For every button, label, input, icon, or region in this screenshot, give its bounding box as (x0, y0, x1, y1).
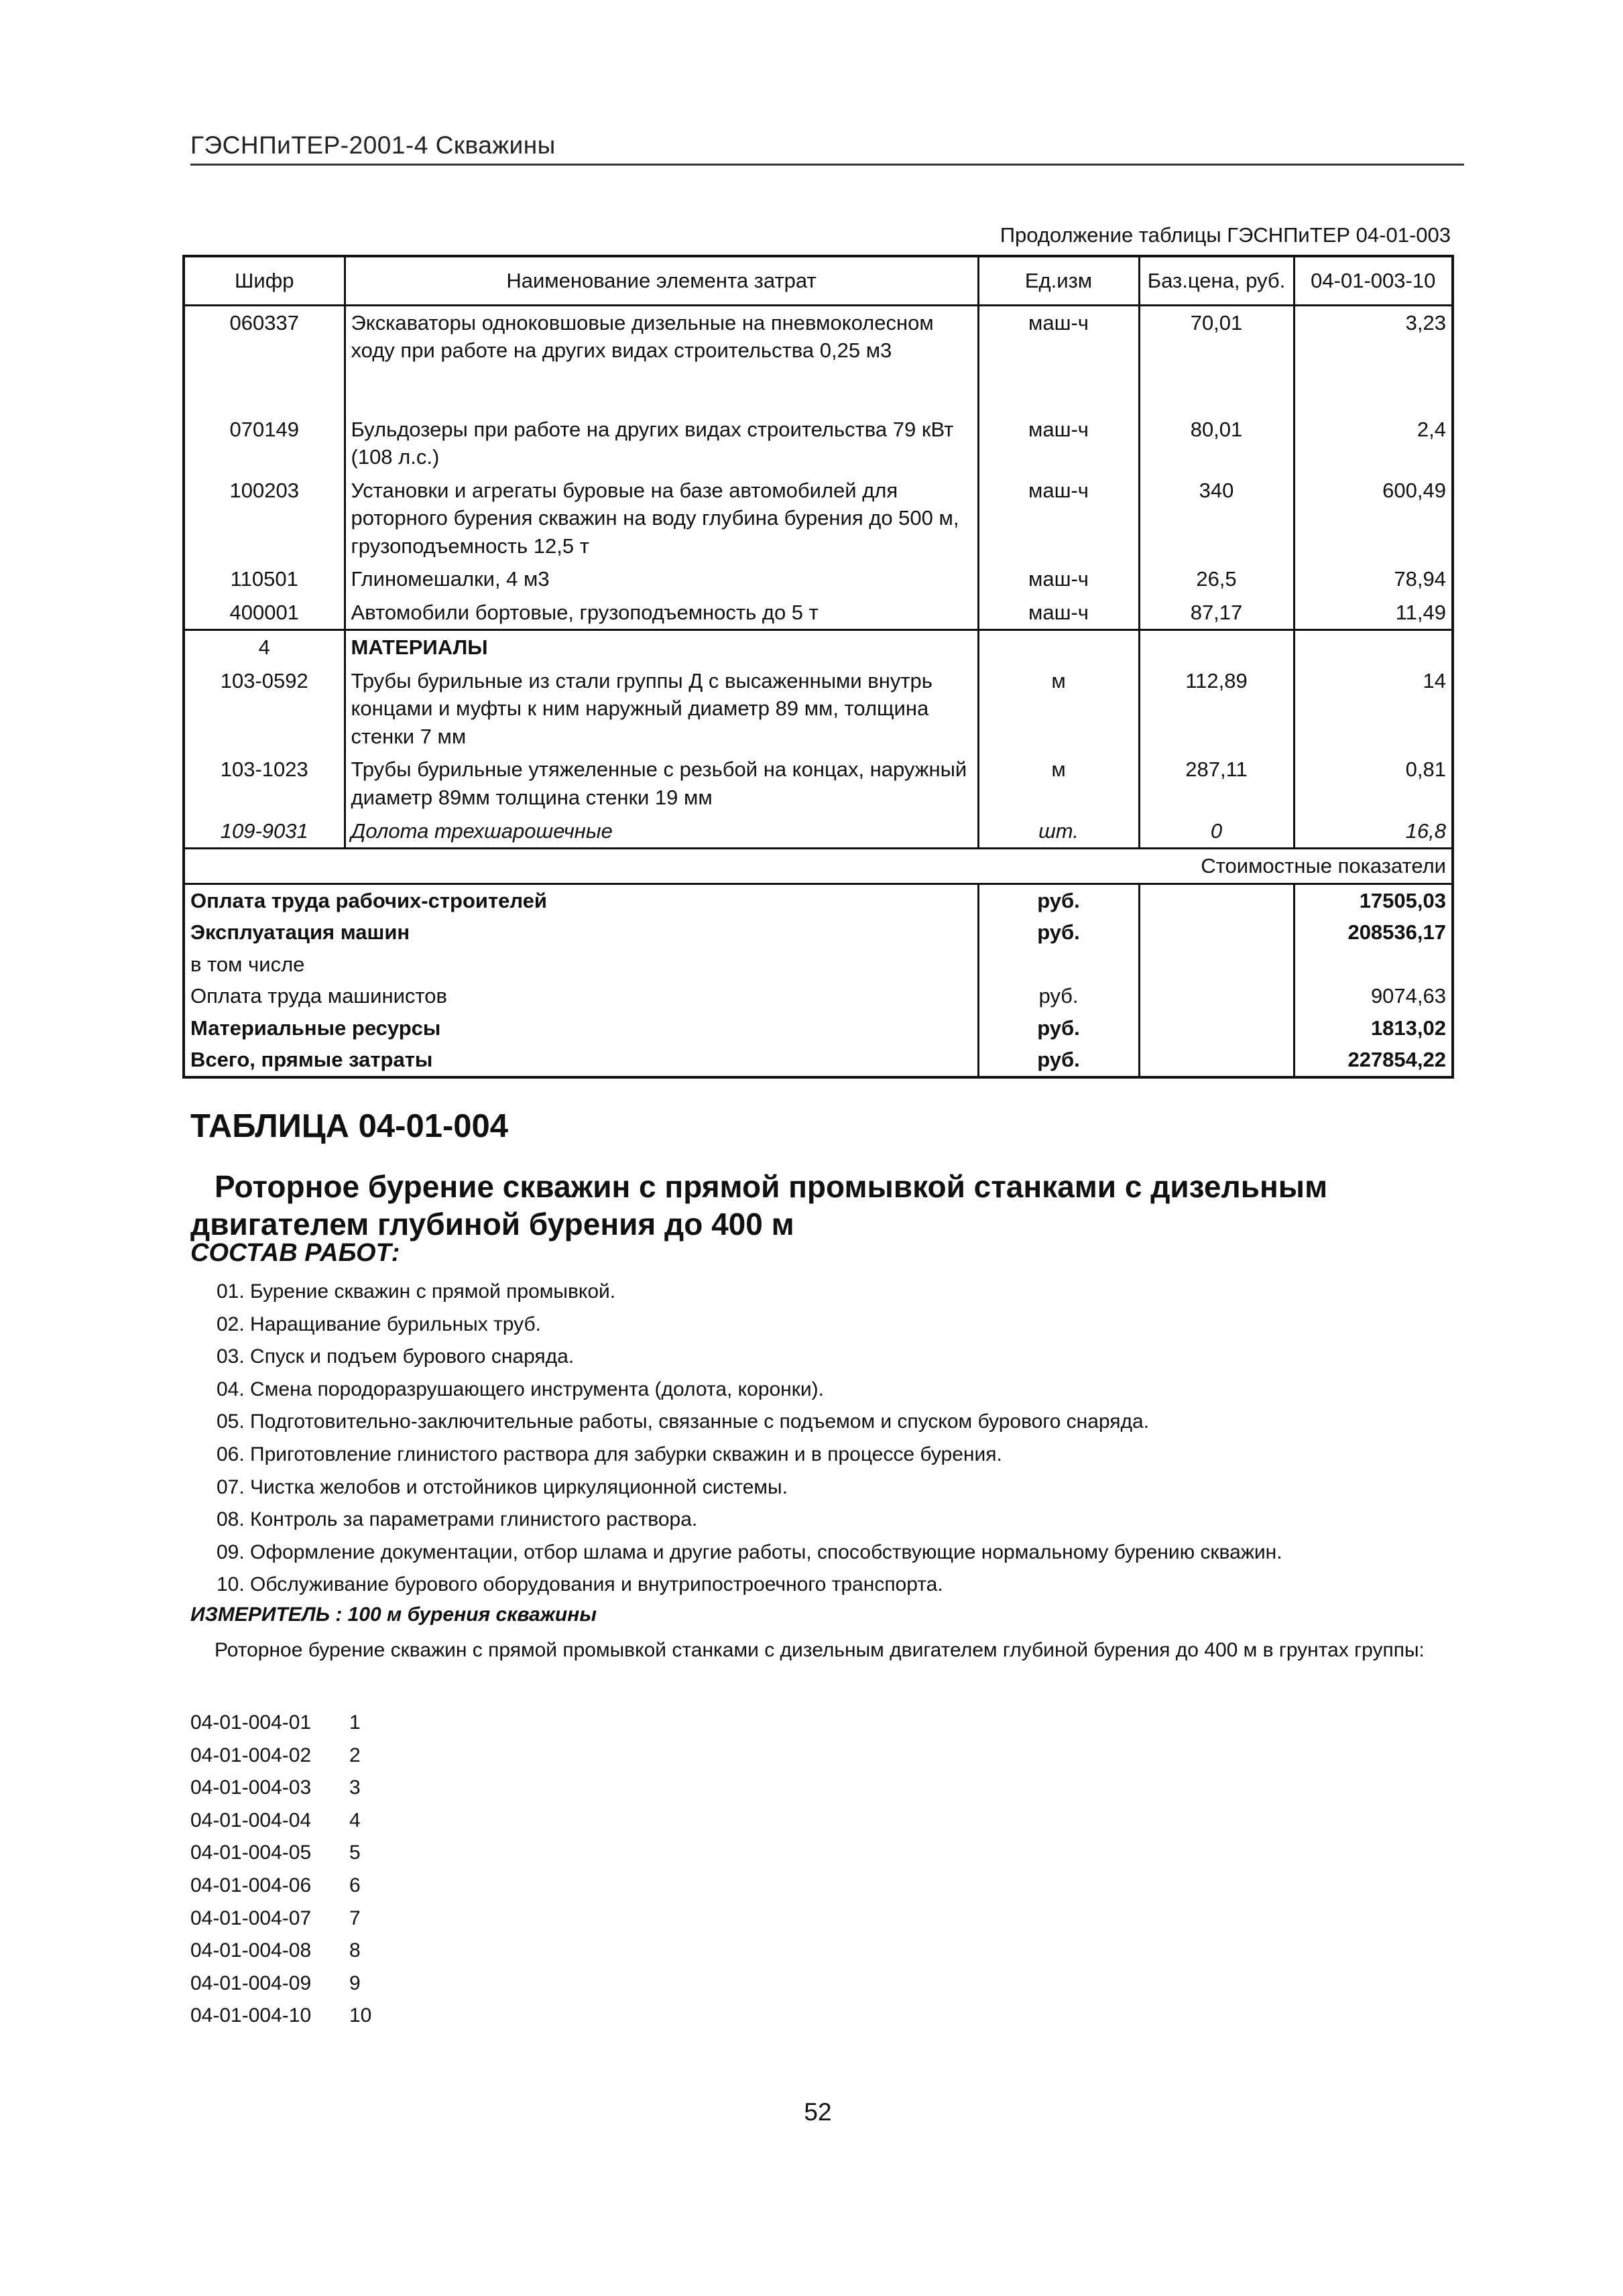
measure-unit: ИЗМЕРИТЕЛЬ : 100 м бурения скважины (190, 1604, 597, 1626)
summary-label: Оплата труда машинистов (184, 980, 978, 1012)
cell-name: Трубы бурильные из стали группы Д с высаженными внутрь концами и муфты к ним наружный диаметр 89 мм, толщина стенки 7 мм (345, 664, 978, 753)
section-number: 4 (184, 630, 345, 664)
norm-code: 04-01-004-05 (190, 1841, 312, 1864)
summary-value: 9074,63 (1294, 980, 1453, 1012)
summary-label: Всего, прямые затраты (184, 1044, 978, 1077)
cell-name: Трубы бурильные утяжеленные с резьбой на концах, наружный диаметр 89мм толщина стенки 19 мм (345, 753, 978, 814)
cell-code: 060337 (184, 305, 345, 367)
norm-code: 04-01-004-06 (190, 1874, 312, 1896)
cell-price: 80,01 (1139, 413, 1294, 474)
table-row (184, 562, 1453, 596)
soil-group: 2 (349, 1744, 361, 1766)
summary-unit: руб. (978, 884, 1139, 916)
cell-value: 16,8 (1294, 814, 1453, 849)
soil-group: 8 (349, 1939, 361, 1962)
table-spacer-row (184, 367, 1453, 413)
soil-group: 5 (349, 1841, 361, 1864)
norm-code: 04-01-004-04 (190, 1809, 312, 1831)
header-norm: 04-01-003-10 (1294, 256, 1453, 305)
cell-name: Бульдозеры при работе на других видах строительства 79 кВт (108 л.с.) (345, 413, 978, 474)
code-row (190, 1837, 371, 1870)
cell-unit: м (978, 753, 1139, 814)
resource-table (182, 255, 1454, 1079)
norm-code: 04-01-004-02 (190, 1744, 312, 1766)
table-section-row (184, 630, 1453, 664)
soil-group: 3 (349, 1776, 361, 1799)
soil-group: 6 (349, 1874, 361, 1896)
summary-row (184, 884, 1453, 916)
cell-value: 14 (1294, 664, 1453, 753)
summary-label: Материальные ресурсы (184, 1012, 978, 1044)
list-item: 04. Смена породоразрушающего инструмента (долота, коронки). (217, 1378, 824, 1400)
cell-code: 109-9031 (184, 814, 345, 849)
cell-value: 11,49 (1294, 596, 1453, 630)
code-row (190, 1740, 371, 1772)
norm-code: 04-01-004-01 (190, 1711, 312, 1734)
code-row (190, 1707, 371, 1740)
soil-group: 10 (349, 2004, 372, 2027)
header-name: Наименование элемента затрат (345, 256, 978, 305)
summary-unit: руб. (978, 1044, 1139, 1077)
code-row (190, 1772, 371, 1805)
summary-unit (978, 949, 1139, 981)
code-row (190, 2000, 371, 2033)
cell-code: 103-0592 (184, 664, 345, 753)
table-row (184, 305, 1453, 367)
list-item: 05. Подготовительно-заключительные работы, связанные с подъемом и спуском бурового снаряда. (217, 1410, 1150, 1433)
cell-code: 110501 (184, 562, 345, 596)
table-header-row (184, 256, 1453, 305)
header-code: Шифр (184, 256, 345, 305)
cell-name: Глиномешалки, 4 м3 (345, 562, 978, 596)
cell-name: Установки и агрегаты буровые на базе автомобилей для роторного бурения скважин на воду глубина бурения до 500 м, грузоподъемность 12,5 т (345, 474, 978, 563)
soil-group: 1 (349, 1711, 361, 1734)
norm-code: 04-01-004-09 (190, 1972, 312, 1994)
norm-code: 04-01-004-10 (190, 2004, 312, 2027)
summary-value: 208536,17 (1294, 916, 1453, 949)
norm-code: 04-01-004-07 (190, 1907, 312, 1929)
table-row (184, 596, 1453, 630)
summary-label: в том числе (184, 949, 978, 981)
summary-row (184, 1012, 1453, 1044)
cell-unit: маш-ч (978, 474, 1139, 563)
soil-group: 4 (349, 1809, 361, 1831)
soil-group: 7 (349, 1907, 361, 1929)
cell-price: 0 (1139, 814, 1294, 849)
code-row (190, 1968, 371, 2000)
summary-value (1294, 949, 1453, 981)
cell-value: 3,23 (1294, 305, 1453, 367)
table-row (184, 753, 1453, 814)
cell-unit: маш-ч (978, 305, 1139, 367)
cell-code: 103-1023 (184, 753, 345, 814)
table-title: ТАБЛИЦА 04-01-004 (190, 1108, 509, 1144)
cell-price: 87,17 (1139, 596, 1294, 630)
cell-code: 400001 (184, 596, 345, 630)
summary-row (184, 949, 1453, 981)
cell-code: 070149 (184, 413, 345, 474)
page-number: 52 (804, 2098, 832, 2126)
cost-indicators-row (184, 849, 1453, 884)
list-item: 08. Контроль за параметрами глинистого раствора. (217, 1508, 698, 1531)
cell-name: Долота трехшарошечные (345, 814, 978, 849)
list-item: 06. Приготовление глинистого раствора для забурки скважин и в процессе бурения. (217, 1443, 1002, 1465)
list-item: 10. Обслуживание бурового оборудования и внутрипостроечного транспорта. (217, 1573, 943, 1596)
cell-unit: шт. (978, 814, 1139, 849)
section-title: МАТЕРИАЛЫ (345, 630, 978, 664)
cell-code: 100203 (184, 474, 345, 563)
cell-value: 78,94 (1294, 562, 1453, 596)
summary-value: 17505,03 (1294, 884, 1453, 916)
list-item: 03. Спуск и подъем бурового снаряда. (217, 1345, 575, 1368)
code-row (190, 1805, 371, 1837)
table-continuation-caption: Продолжение таблицы ГЭСНПиТЕР 04-01-003 (1000, 223, 1451, 247)
table-row (184, 474, 1453, 563)
running-header: ГЭСНПиТЕР-2001-4 Скважины (190, 131, 1464, 166)
cell-price: 112,89 (1139, 664, 1294, 753)
summary-row (184, 1044, 1453, 1077)
summary-unit: руб. (978, 916, 1139, 949)
cell-value: 0,81 (1294, 753, 1453, 814)
cell-value: 2,4 (1294, 413, 1453, 474)
work-title: Роторное бурение скважин с прямой промывкой станками с дизельным двигателем глубиной бурения до 400 м (190, 1169, 1328, 1242)
table-row (184, 814, 1453, 849)
code-row (190, 1870, 371, 1902)
cell-unit: маш-ч (978, 562, 1139, 596)
summary-row (184, 916, 1453, 949)
norm-code: 04-01-004-03 (190, 1776, 312, 1799)
list-item: 07. Чистка желобов и отстойников циркуляционной системы. (217, 1475, 788, 1498)
code-list (190, 1707, 371, 2033)
summary-unit: руб. (978, 1012, 1139, 1044)
cell-value: 600,49 (1294, 474, 1453, 563)
cell-name: Экскаваторы одноковшовые дизельные на пневмоколесном ходу при работе на других видах строительства 0,25 м3 (345, 305, 978, 367)
works-list (217, 1276, 1463, 1602)
summary-label: Эксплуатация машин (184, 916, 978, 949)
list-item: 09. Оформление документации, отбор шлама и другие работы, способствующие нормальному бурению скважин. (217, 1540, 1282, 1563)
table-row (184, 664, 1453, 753)
code-row (190, 1935, 371, 1968)
header-price: Баз.цена, руб. (1139, 256, 1294, 305)
list-item: 02. Наращивание бурильных труб. (217, 1313, 541, 1335)
cell-price: 287,11 (1139, 753, 1294, 814)
description: Роторное бурение скважин с прямой промывкой станками с дизельным двигателем глубиной бурения до 400 м в грунтах группы: (215, 1639, 1425, 1661)
cost-indicators-label: Стоимостные показатели (184, 849, 1453, 884)
cell-price: 70,01 (1139, 305, 1294, 367)
cell-unit: м (978, 664, 1139, 753)
cell-unit: маш-ч (978, 413, 1139, 474)
cell-price: 340 (1139, 474, 1294, 563)
cell-price: 26,5 (1139, 562, 1294, 596)
summary-value: 227854,22 (1294, 1044, 1453, 1077)
header-unit: Ед.изм (978, 256, 1139, 305)
summary-row (184, 980, 1453, 1012)
composition-title: СОСТАВ РАБОТ: (190, 1239, 400, 1267)
norm-code: 04-01-004-08 (190, 1939, 312, 1962)
list-item: 01. Бурение скважин с прямой промывкой. (217, 1280, 616, 1303)
summary-value: 1813,02 (1294, 1012, 1453, 1044)
code-row (190, 1902, 371, 1935)
table-row (184, 413, 1453, 474)
cell-name: Автомобили бортовые, грузоподъемность до 5 т (345, 596, 978, 630)
soil-group: 9 (349, 1972, 361, 1994)
summary-unit: руб. (978, 980, 1139, 1012)
summary-label: Оплата труда рабочих-строителей (184, 884, 978, 916)
cell-unit: маш-ч (978, 596, 1139, 630)
